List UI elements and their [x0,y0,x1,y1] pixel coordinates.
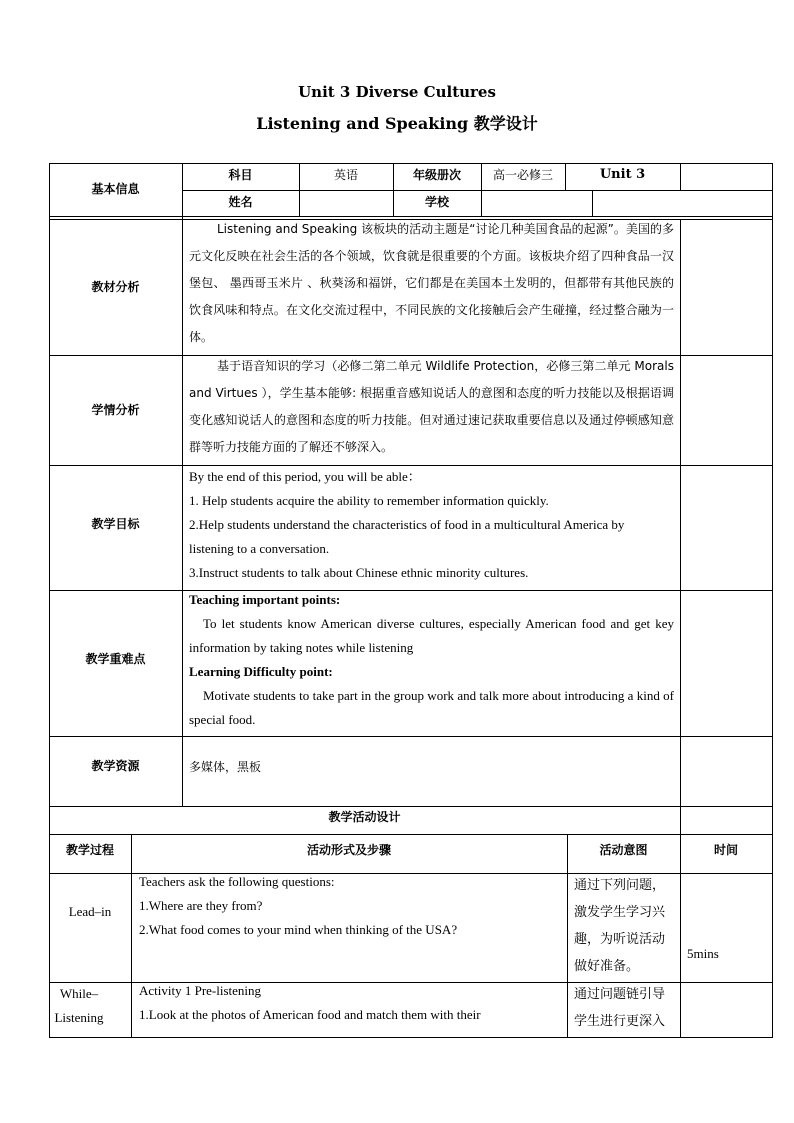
school-label: 学校 [424,195,449,209]
step-line: 1.Where are they from? [139,898,263,913]
important-points-heading: Teaching important points: [189,592,341,607]
intent-line: 通过下列问题， [574,878,666,893]
intent-line: 激发学生学习兴 [574,905,666,920]
intent-line: 趣，为听说活动 [574,932,666,947]
objectives-intro: By the end of this period, you will be able： [189,469,421,484]
while-listening-steps [139,979,564,1027]
col-steps-header: 活动形式及步骤 [306,843,391,857]
difficulty-text: Motivate students to take part in the group work and talk more about introducing a kind of special food. [189,688,674,727]
material-analysis-text: Listening and Speaking 该板块的活动主题是“讨论几种美国食品的起源”。美国的多元文化反映在社会生活的各个领域，饮食就是很重要的个方面。该板块介绍了四种食品一汉堡包、 墨西哥玉米片 、秋葵汤和福饼，它们都是在美国本土发明的，但都带有其他民族的饮食风味和特点。在文化交流过程中，不同民族的文化接触后会产生碰撞，经过整合融为一体。 [189,222,674,344]
step-line: 1.Look at the photos of American food and match them with their [139,1007,481,1022]
resources-value: 多媒体，黑板 [189,760,262,774]
unit-value: Unit 3 [599,167,646,182]
stage-lead-in: Lead–in [68,904,112,919]
objectives-label: 教学目标 [91,517,140,531]
step-line: Activity 1 Pre-listening [139,983,262,998]
student-analysis-text: 基于语音知识的学习（必修二第二单元 Wildlife Protection，必修三第二单元 Morals and Virtues ），学生基本能够: 根据重音感知说话人的意图和态度的听力技能以及根据语调变化感知说话人的意图和态度的听力技能。但对通过速记获取重要信息以及通过停顿感知意群等听力技能方面的了解还不够深入。 [189,359,674,454]
important-points-text: To let students know American diverse cultures, especially American food and get key information by taking notes while listening [189,616,674,655]
intent-line: 学生进行更深入 [574,1014,666,1029]
grade-label: 年级册次 [412,168,461,182]
lead-in-intent [574,872,678,980]
intent-line: 通过问题链引导 [574,987,666,1002]
document-subtitle: Listening and Speaking 教学设计 [256,114,538,133]
grade-value: 高一必修三 [492,168,553,182]
name-label: 姓名 [228,195,253,209]
material-analysis-label: 教材分析 [91,280,140,294]
subject-value: 英语 [333,168,358,182]
difficulty-heading: Learning Difficulty point: [189,664,333,679]
basic-info-label: 基本信息 [91,182,140,196]
key-points-content [189,588,674,732]
col-process-header: 教学过程 [65,843,114,857]
col-time-header: 时间 [713,843,738,857]
stage-while-listening: While– Listening [54,986,104,1025]
activity-design-heading: 教学活动设计 [328,810,401,824]
objectives-content [189,465,679,585]
step-line: Teachers ask the following questions: [139,874,335,889]
student-analysis-label: 学情分析 [91,403,140,417]
objective-item: 2.Help students understand the characteristics of food in a multicultural America by [189,517,625,532]
key-points-label: 教学重难点 [85,652,146,666]
objective-item: 3.Instruct students to talk about Chinese ethnic minority cultures. [189,565,529,580]
lead-in-time: 5mins [687,946,719,961]
objective-item: listening to a conversation. [189,541,330,556]
while-listening-intent [574,981,678,1035]
resources-label: 教学资源 [91,759,140,773]
document-title: Unit 3 Diverse Cultures [298,83,496,101]
subject-label: 科目 [228,168,253,182]
col-intent-header: 活动意图 [599,843,648,857]
objective-item: 1. Help students acquire the ability to remember information quickly. [189,493,549,508]
lead-in-steps [139,870,564,942]
intent-line: 做好准备。 [574,959,640,974]
step-line: 2.What food comes to your mind when thinking of the USA? [139,922,458,937]
